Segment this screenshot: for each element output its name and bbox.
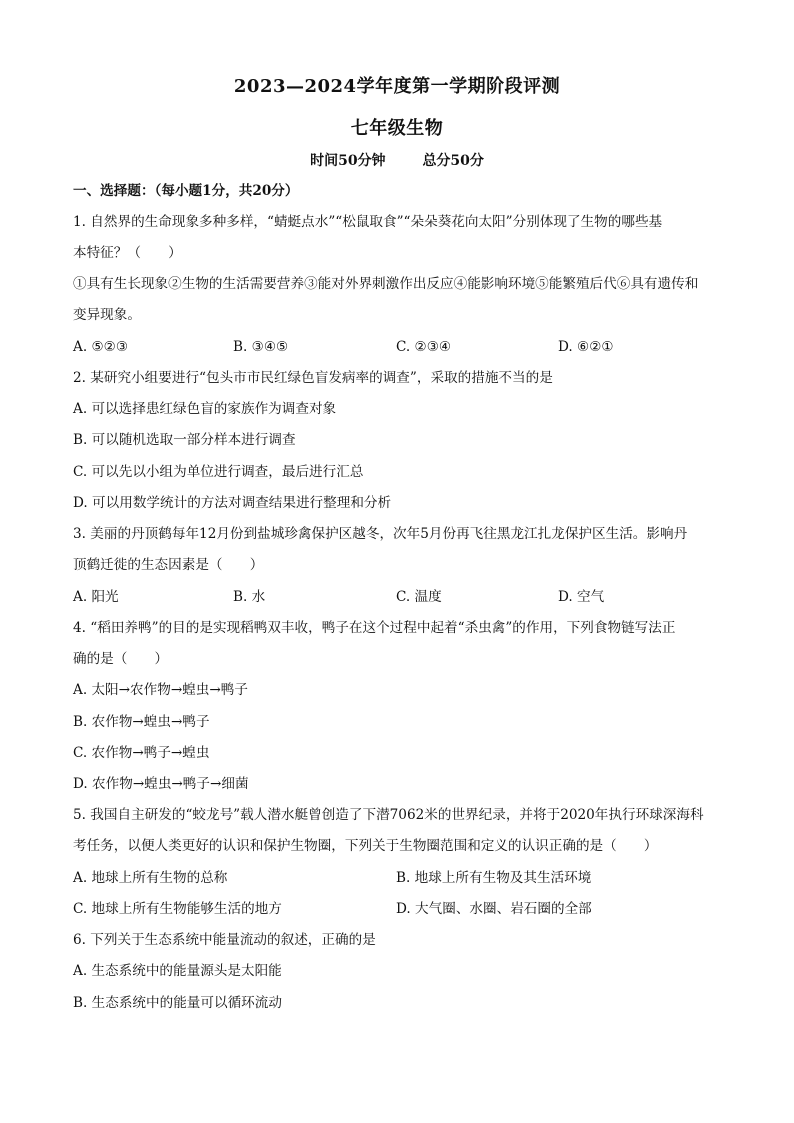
q6-option-a: A. 生态系统中的能量源头是太阳能: [73, 963, 282, 979]
q4-option-c: C. 农作物→鸭子→蝗虫: [73, 745, 210, 761]
q4-option-a: A. 太阳→农作物→蝗虫→鸭子: [73, 682, 248, 698]
q4-stem: 4. “稻田养鸭”的目的是实现稻鸭双丰收，鸭子在这个过程中起着“杀虫禽”的作用，下列食物链写法正: [73, 620, 676, 636]
q1-stem: ①具有生长现象②生物的生活需要营养③能对外界刺激作出反应④能影响环境⑤能繁殖后代⑥具有遗传和: [73, 276, 699, 292]
q6-option-b: B. 生态系统中的能量可以循环流动: [73, 995, 282, 1011]
q2-option-c: C. 可以先以小组为单位进行调查，最后进行汇总: [73, 464, 364, 480]
q3-stem: 3. 美丽的丹顶鹤每年12月份到盐城珍禽保护区越冬，次年5月份再飞往黑龙江扎龙保护区生活。影响丹: [73, 526, 688, 542]
q5-stem: 考任务，以便人类更好的认识和保护生物圈，下列关于生物圈范围和定义的认识正确的是（ ）: [73, 838, 658, 854]
exam-time: 时间50分钟: [310, 153, 386, 169]
exam-total-score: 总分50分: [422, 153, 484, 169]
q5-option-a: A. 地球上所有生物的总称: [73, 870, 228, 886]
q4-option-b: B. 农作物→蝗虫→鸭子: [73, 714, 210, 730]
q3-option-b: B. 水: [233, 589, 266, 605]
q2-option-b: B. 可以随机选取一部分样本进行调查: [73, 432, 296, 448]
exam-info: [0, 150, 794, 170]
q1-stem: 1. 自然界的生命现象多种多样，“蜻蜓点水”“松鼠取食”“朵朵葵花向太阳”分别体现了生物的哪些基: [73, 214, 663, 230]
q2-option-a: A. 可以选择患红绿色盲的家族作为调查对象: [73, 401, 337, 417]
q1-option-d: D. ⑥②①: [558, 339, 614, 355]
exam-title: 2023—2024学年度第一学期阶段评测: [233, 76, 561, 97]
q2-option-d: D. 可以用数学统计的方法对调查结果进行整理和分析: [73, 495, 392, 511]
q1-stem: 变异现象。: [73, 307, 141, 323]
q1-option-c: C. ②③④: [396, 339, 452, 355]
q5-stem: 5. 我国自主研发的“蛟龙号”载人潜水艇曾创造了下潜7062米的世界纪录，并将于2020年执行环球深海科: [73, 807, 704, 823]
q5-option-c: C. 地球上所有生物能够生活的地方: [73, 901, 282, 917]
q3-option-c: C. 温度: [396, 589, 442, 605]
exam-subject: 七年级生物: [350, 118, 444, 139]
q1-stem: 本特征？（ ）: [73, 245, 182, 261]
q4-option-d: D. 农作物→蝗虫→鸭子→细菌: [73, 776, 249, 792]
q3-stem: 顶鹤迁徙的生态因素是（ ）: [73, 557, 264, 573]
q5-option-d: D. 大气圈、水圈、岩石圈的全部: [396, 901, 592, 917]
q5-option-b: B. 地球上所有生物及其生活环境: [396, 870, 592, 886]
q1-option-a: A. ⑤②③: [73, 339, 129, 355]
q3-option-d: D. 空气: [558, 589, 605, 605]
q2-stem: 2. 某研究小组要进行“包头市市民红绿色盲发病率的调查”，采取的措施不当的是: [73, 370, 553, 386]
q3-option-a: A. 阳光: [73, 589, 119, 605]
q4-stem: 确的是（ ）: [73, 651, 169, 667]
q1-option-b: B. ③④⑤: [233, 339, 289, 355]
q6-stem: 6. 下列关于生态系统中能量流动的叙述，正确的是: [73, 932, 376, 948]
section-heading: 一、选择题：（每小题1分，共20分）: [73, 183, 299, 199]
